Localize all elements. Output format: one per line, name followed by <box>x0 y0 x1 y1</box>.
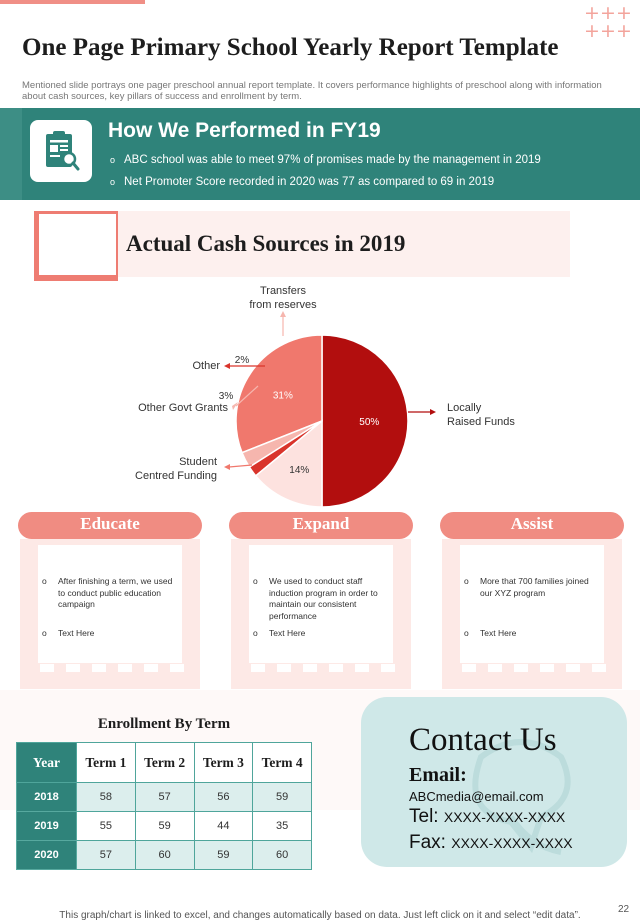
card-bullet-text: After finishing a term, we used to conduct public education campaign <box>58 576 173 609</box>
year-cell: 2019 <box>17 812 77 841</box>
performance-bullets <box>110 152 541 196</box>
page-title: One Page Primary School Yearly Report Template <box>22 34 559 61</box>
page-number: 22 <box>618 904 630 915</box>
contact-title: Contact Us <box>409 722 557 758</box>
table-header-row <box>17 743 312 783</box>
card-slat <box>251 664 265 672</box>
callout-local-line2: Raised Funds <box>447 416 515 428</box>
performance-bullet: o ABC school was able to meet 97% of promises made by the management in 2019 <box>110 154 541 166</box>
card-slat <box>144 664 158 672</box>
contact-email-label: Email: <box>409 764 467 786</box>
performance-bullet-text: ABC school was able to meet 97% of promises made by the management in 2019 <box>124 154 541 166</box>
card-slat <box>170 664 184 672</box>
card-bullet: o We used to conduct staff induction program in order to maintain our consistent performance <box>253 576 389 622</box>
card-title: Expand <box>292 514 350 533</box>
contact-fax <box>409 832 573 854</box>
pie-percent-label: 2% <box>234 355 250 366</box>
card-slat <box>40 664 54 672</box>
cash-sources-chart <box>0 280 640 510</box>
footer-note: This graph/chart is linked to excel, and changes automatically based on data. Just left click on it and select “edit data”. <box>59 910 581 921</box>
table-cell: 59 <box>253 783 312 812</box>
card-slat <box>592 664 606 672</box>
table-row <box>17 783 312 812</box>
card-slat <box>355 664 369 672</box>
pie-percent-label: 50% <box>359 417 380 428</box>
table-row <box>17 841 312 870</box>
card-bullet: o More that 700 families joined our XYZ program <box>464 576 600 599</box>
card-bullet-text: We used to conduct staff induction program in order to maintain our consistent performance <box>269 576 378 621</box>
card-expand <box>229 512 413 688</box>
pie-percent-label: 3% <box>218 391 234 402</box>
card-slat <box>381 664 395 672</box>
card-title: Assist <box>510 514 554 533</box>
table-cell: 60 <box>135 841 194 870</box>
card-slat <box>277 664 291 672</box>
callout-student-line1: Student <box>179 456 217 468</box>
callout-local-line1: Locally <box>447 402 482 414</box>
enrollment-title: Enrollment By Term <box>97 716 231 732</box>
contact-email[interactable]: ABCmedia@email.com <box>409 789 544 804</box>
transfers-arrowhead <box>280 311 286 317</box>
card-slat <box>488 664 502 672</box>
card-educate <box>18 512 202 688</box>
card-slat <box>66 664 80 672</box>
other-arrowhead <box>224 363 230 369</box>
table-cell: 58 <box>77 783 136 812</box>
fax-label: Fax: <box>409 832 446 853</box>
card-bullet-text: Text Here <box>480 628 517 638</box>
callout-other: Other <box>192 360 220 372</box>
card-slat <box>566 664 580 672</box>
card-bullet: o Text Here <box>253 628 389 640</box>
pie-chart <box>0 280 640 510</box>
performance-bullet: o Net Promoter Score recorded in 2020 was 77 as compared to 69 in 2019 <box>110 176 495 188</box>
table-cell: 59 <box>194 841 253 870</box>
pie-percent-label: 14% <box>289 465 310 477</box>
local-arrowhead <box>430 409 436 415</box>
year-cell: 2018 <box>17 783 77 812</box>
table-cell: 60 <box>253 841 312 870</box>
card-slat <box>303 664 317 672</box>
table-cell: 59 <box>135 812 194 841</box>
card-slat <box>514 664 528 672</box>
card-assist <box>440 512 624 688</box>
column-header-term: Term 2 <box>135 743 194 783</box>
card-bullet: o Text Here <box>42 628 178 640</box>
student-arrowhead <box>224 464 230 470</box>
page-subtitle: Mentioned slide portrays one pager preschool annual report template. It covers performance highlights of preschool along with information about cash sources, key pillars of success and enrollment by term. <box>22 80 602 102</box>
pie-percent-label: 31% <box>272 390 293 402</box>
tel-value: XXXX-XXXX-XXXX <box>443 809 566 825</box>
report-clipboard-icon <box>30 120 92 182</box>
contact-telephone <box>409 806 565 828</box>
column-header-year: Year <box>17 743 77 783</box>
callout-other-govt: Other Govt Grants <box>138 402 228 414</box>
card-bullet: o After finishing a term, we used to conduct public education campaign <box>42 576 178 611</box>
performance-title: How We Performed in FY19 <box>108 119 381 142</box>
card-slat <box>92 664 106 672</box>
fax-value: XXXX-XXXX-XXXX <box>451 835 573 851</box>
card-slat <box>329 664 343 672</box>
performance-banner <box>0 108 640 200</box>
cash-sources-title: Actual Cash Sources in 2019 <box>126 231 406 256</box>
card-slat <box>462 664 476 672</box>
callout-student-line2: Centred Funding <box>135 470 217 482</box>
card-bullet: o Text Here <box>464 628 600 640</box>
table-cell: 44 <box>194 812 253 841</box>
performance-panel <box>22 108 640 200</box>
table-cell: 57 <box>135 783 194 812</box>
column-header-term: Term 1 <box>77 743 136 783</box>
tel-label: Tel: <box>409 806 439 827</box>
cash-header-corner-inner <box>39 214 116 275</box>
card-bullet-text: More that 700 families joined our XYZ program <box>480 576 589 598</box>
callout-transfers-line2: from reserves <box>249 299 317 311</box>
top-accent-bar <box>0 0 145 4</box>
card-slat <box>118 664 132 672</box>
pie-slices <box>236 335 408 507</box>
column-header-term: Term 4 <box>253 743 312 783</box>
column-header-term: Term 3 <box>194 743 253 783</box>
year-cell: 2020 <box>17 841 77 870</box>
card-title: Educate <box>80 514 140 533</box>
table-cell: 55 <box>77 812 136 841</box>
table-cell: 57 <box>77 841 136 870</box>
card-bullet-text: Text Here <box>269 628 306 638</box>
table-row <box>17 812 312 841</box>
table-cell: 35 <box>253 812 312 841</box>
card-body <box>460 545 604 663</box>
card-bullet-text: Text Here <box>58 628 95 638</box>
enrollment-table <box>16 742 312 870</box>
table-cell: 56 <box>194 783 253 812</box>
plus-pattern-decoration: + + + + + + <box>584 2 632 42</box>
callout-transfers-line1: Transfers <box>259 285 307 297</box>
performance-bullet-text: Net Promoter Score recorded in 2020 was 77 as compared to 69 in 2019 <box>124 176 495 188</box>
card-slat <box>540 664 554 672</box>
